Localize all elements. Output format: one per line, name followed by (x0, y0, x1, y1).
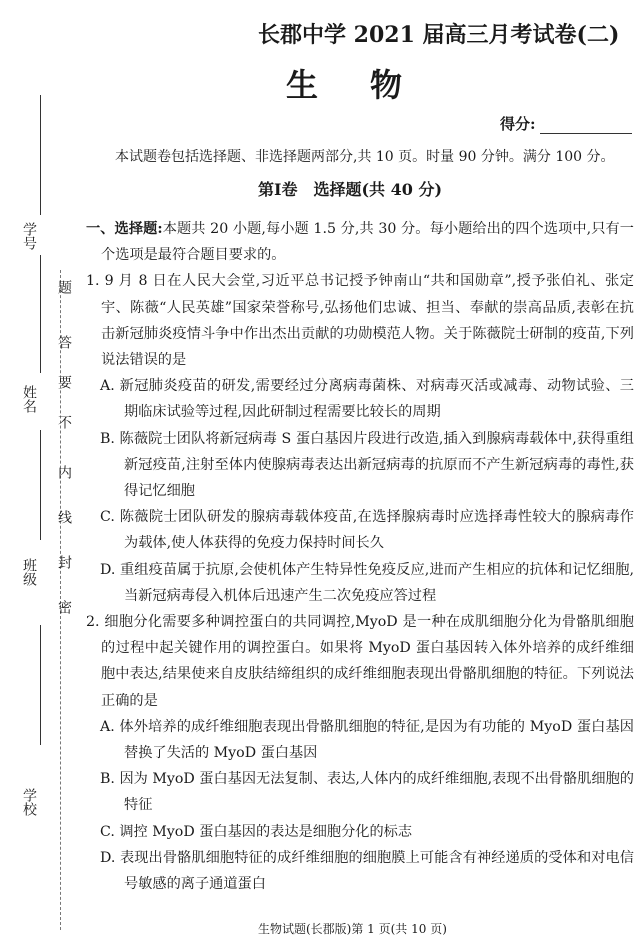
binding-margin (0, 0, 60, 946)
subject-title: 生物 (286, 66, 455, 104)
exam-title: 长郡中学 2021 届高三月考试卷(二) (258, 22, 620, 48)
question-1-stem: 1. 9 月 8 日在人民大会堂,习近平总书记授予钟南山“共和国勋章”,授予张伯礼、张定宇、陈薇“人民英雄”国家荣誉称号,弘扬他们忠诚、担当、奉献的崇高品质,表彰在抗击新冠肺炎疫情斗争中作出杰出贡献的功勋模范人物。关于陈薇院士研制的疫苗,下列说法错误的是 (86, 273, 634, 369)
name-line (40, 255, 41, 373)
score-label: 得分: (500, 115, 536, 133)
question-1-option-c: C. 陈薇院士团队研发的腺病毒载体疫苗,在选择腺病毒时应选择毒性较大的腺病毒作为载体,使人体获得的免疫力保持时间长久 (100, 509, 634, 552)
name-label: 姓名 (21, 385, 37, 413)
class-label: 班级 (21, 558, 37, 586)
seal-char: 不 (56, 415, 72, 429)
seal-char: 内 (56, 465, 72, 479)
seal-line-notice (56, 270, 82, 930)
section-instructions-text: 本题共 20 小题,每小题 1.5 分,共 30 分。每小题给出的四个选项中,只有一个选项是最符合题目要求的。 (101, 221, 634, 264)
question-area (86, 216, 634, 897)
seal-char: 要 (56, 375, 72, 389)
section-lead: 一、选择题: (86, 221, 163, 237)
question-2-option-c: C. 调控 MyoD 蛋白基因的表达是细胞分化的标志 (100, 823, 413, 840)
seal-char: 线 (56, 510, 72, 524)
class-line (40, 430, 41, 540)
school-line (40, 625, 41, 745)
question-1-option-d: D. 重组疫苗属于抗原,会使机体产生特异性免疫反应,进而产生相应的抗体和记忆细胞,当新冠病毒侵入机体后迅速产生二次免疫应答过程 (100, 561, 634, 604)
section-title: 第Ⅰ卷 选择题(共 40 分) (258, 180, 443, 199)
question-1-option-a: A. 新冠肺炎疫苗的研发,需要经过分离病毒菌株、对病毒灭活或减毒、动物试验、三期临床试验等过程,因此研制过程需要比较长的周期 (100, 378, 634, 421)
seal-char: 封 (56, 555, 72, 569)
seal-char: 密 (56, 600, 72, 614)
exam-intro: 本试题卷包括选择题、非选择题两部分,共 10 页。时量 90 分钟。满分 100 分。 (115, 149, 615, 165)
seal-char: 题 (56, 280, 72, 294)
seal-char: 答 (56, 335, 72, 349)
question-2-option-d: D. 表现出骨骼肌细胞特征的成纤维细胞的细胞膜上可能含有神经递质的受体和对电信号敏感的离子通道蛋白 (100, 849, 634, 893)
question-2-stem: 2. 细胞分化需要多种调控蛋白的共同调控,MyoD 是一种在成肌细胞分化为骨骼肌细胞的过程中起关键作用的调控蛋白。如果将 MyoD 蛋白基因转入体外培养的成纤维细胞中表达,结果使来自皮肤结缔组织的成纤维细胞表现出骨骼肌细胞的特征。下列说法正确的是 (86, 614, 634, 709)
score-blank (540, 133, 632, 134)
question-2-option-a: A. 体外培养的成纤维细胞表现出骨骼肌细胞的特征,是因为有功能的 MyoD 蛋白基因替换了失活的 MyoD 蛋白基因 (100, 718, 634, 762)
page-footer: 生物试题(长郡版)第 1 页(共 10 页) (258, 922, 447, 936)
section-instructions (86, 216, 634, 268)
question-1-option-b: B. 陈薇院士团队将新冠病毒 S 蛋白基因片段进行改造,插入到腺病毒载体中,获得重组新冠疫苗,注射至体内使腺病毒表达出新冠病毒的抗原而不产生新冠病毒的毒性,获得记忆细胞 (100, 430, 634, 500)
question-2-option-b: B. 因为 MyoD 蛋白基因无法复制、表达,人体内的成纤维细胞,表现不出骨骼肌细胞的特征 (100, 771, 634, 814)
student-id-line (40, 95, 41, 215)
school-label: 学校 (21, 788, 37, 816)
student-id-label: 学号 (21, 222, 37, 250)
